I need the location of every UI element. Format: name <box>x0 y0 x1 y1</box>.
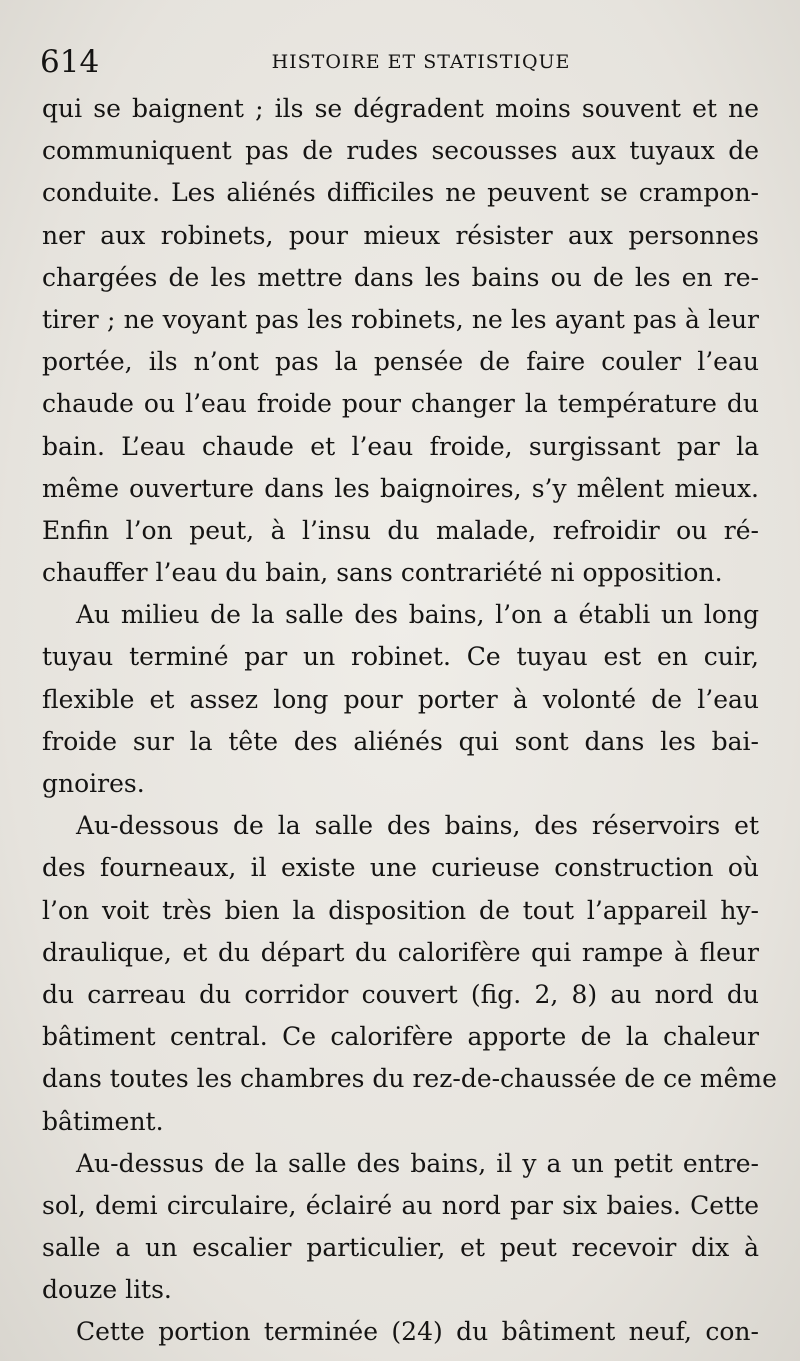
text-line: dans toutes les chambres du rez-de-chaussée de ce même <box>42 1064 777 1094</box>
paragraph-5 <box>42 1311 759 1353</box>
text-line: tirer ; ne voyant pas les robinets, ne les ayant pas à leur <box>42 304 759 334</box>
text-line: Au milieu de la salle des bains, l’on a établi un long <box>76 600 759 630</box>
text-line: flexible et assez long pour porter à volonté de l’eau <box>42 684 759 714</box>
body-text <box>42 88 777 1354</box>
text-line: chaude ou l’eau froide pour changer la température du <box>42 389 759 419</box>
page-header <box>40 40 760 84</box>
text-line: sol, demi circulaire, éclairé au nord par six baies. Cette <box>42 1190 759 1220</box>
paragraph-4 <box>42 1143 759 1312</box>
text-line: bain. L’eau chaude et l’eau froide, surgissant par la <box>42 431 759 461</box>
text-line: salle a un escalier particulier, et peut recevoir dix à <box>42 1233 759 1263</box>
text-line: douze lits. <box>42 1275 172 1305</box>
text-line: communiquent pas de rudes secousses aux tuyaux de <box>42 136 759 166</box>
text-line: l’on voit très bien la disposition de tout l’appareil hy- <box>42 895 759 925</box>
page-number: 614 <box>40 44 100 80</box>
text-line: ner aux robinets, pour mieux résister aux personnes <box>42 220 759 250</box>
text-line: Au-dessus de la salle des bains, il y a un petit entre- <box>76 1148 759 1178</box>
paragraph-1 <box>42 88 759 594</box>
text-line: draulique, et du départ du calorifère qui rampe à fleur <box>42 937 759 967</box>
text-line: chargées de les mettre dans les bains ou de les en re- <box>42 262 759 292</box>
text-line: conduite. Les aliénés difficiles ne peuvent se crampon- <box>42 178 759 208</box>
text-line: des fourneaux, il existe une curieuse construction où <box>42 853 759 883</box>
text-line: qui se baignent ; ils se dégradent moins souvent et ne <box>42 94 759 123</box>
text-line: du carreau du corridor couvert (fig. 2, 8) au nord du <box>42 979 759 1009</box>
text-line: portée, ils n’ont pas la pensée de faire couler l’eau <box>42 347 759 377</box>
text-line: gnoires. <box>42 769 145 798</box>
paragraph-2 <box>42 594 759 805</box>
paragraph-3 <box>42 805 777 1143</box>
text-line: Cette portion terminée (24) du bâtiment neuf, con- <box>76 1317 759 1347</box>
text-line: froide sur la tête des aliénés qui sont dans les bai- <box>42 726 759 756</box>
text-line: chauffer l’eau du bain, sans contrariété ni opposition. <box>42 558 723 588</box>
running-head: HISTOIRE ET STATISTIQUE <box>271 51 571 73</box>
text-line: bâtiment. <box>42 1106 164 1136</box>
text-line: tuyau terminé par un robinet. Ce tuyau est en cuir, <box>42 642 759 672</box>
text-line: même ouverture dans les baignoires, s’y mêlent mieux. <box>42 473 759 503</box>
text-line: Au-dessous de la salle des bains, des réservoirs et <box>76 811 759 841</box>
text-line: bâtiment central. Ce calorifère apporte de la chaleur <box>42 1022 759 1052</box>
text-line: Enfin l’on peut, à l’insu du malade, refroidir ou ré- <box>42 515 759 545</box>
